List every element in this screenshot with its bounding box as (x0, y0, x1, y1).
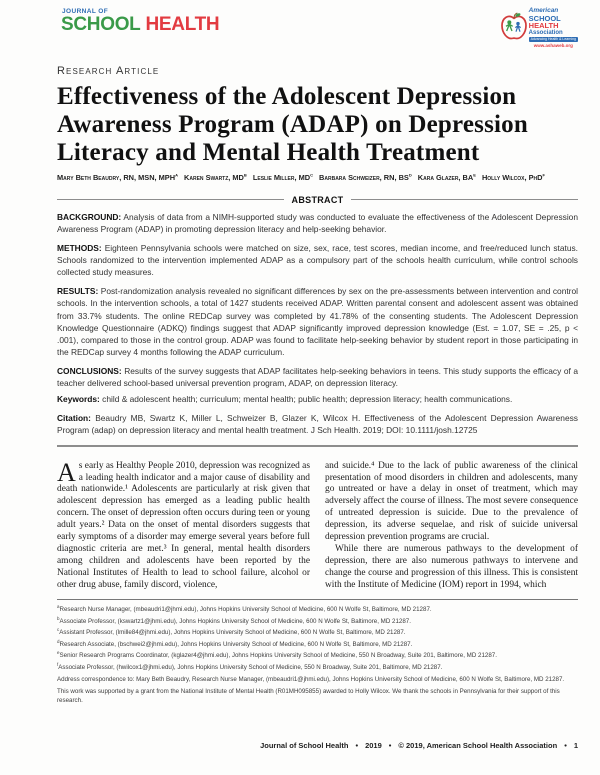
author-affiliation-mark: f (542, 172, 545, 179)
author-name: Karen Swartz, MD (184, 172, 244, 182)
footnote-text: Assistant Professor, (lmille84@jhmi.edu), Johns Hopkins University School of Medicine, 600 N Wolfe St, Baltimore, MD 21287. (59, 629, 406, 637)
abstract-results-label: RESULTS: (57, 286, 99, 297)
journal-name-school: SCHOOL (61, 14, 141, 35)
journal-name (61, 15, 219, 34)
abstract-conclusions-text: Results of the survey suggests that ADAP facilitates help-seeking behaviors in teens. This study supports the efficacy of a teacher delivered school-based universal prevention program, ADAP, on depression literacy. (57, 365, 578, 388)
author-name: Barbara Schweizer, RN, BS (319, 172, 409, 182)
author-affiliation-mark: e (473, 172, 476, 179)
author-affiliation-mark: b (243, 172, 247, 179)
asha-school: SCHOOL (528, 13, 561, 23)
footnote-mark: c (57, 627, 60, 633)
abstract-rule-left (57, 199, 284, 200)
author-affiliation-mark: c (310, 172, 313, 179)
footer-journal-name: Journal of School Health (260, 741, 349, 750)
abstract-heading (57, 195, 578, 205)
author (253, 173, 313, 182)
abstract-keywords-text: child & adolescent health; curriculum; mental health; public health; depression literacy; health communications. (102, 394, 513, 405)
footnote-text: Senior Research Programs Coordinator, (kglazer4@jhmi.edu), Johns Hopkins University School of Medicine, 550 N Broadway, Suite 201, Baltimore, MD 21287. (59, 652, 497, 660)
footer-page-number: 1 (573, 741, 578, 750)
footnote-text: Associate Professor, (kswartz1@jhmi.edu), Johns Hopkins University School of Medicine, 600 N Wolfe St, Baltimore, MD 21287. (59, 617, 411, 625)
footnote (57, 604, 578, 615)
body-paragraph-text: While there are numerous pathways to the development of depression, there are also numerous pathways to intervene and change the course and progression of this illness. This is consistent with the Institute of Medicine (IOM) report in 1994, which (325, 544, 578, 590)
author (418, 173, 476, 182)
footnote (57, 639, 578, 650)
footer-bullet: • (564, 741, 567, 750)
body-paragraph (325, 544, 578, 592)
abstract-end-rule (57, 445, 578, 446)
footnote (57, 662, 578, 673)
footnote-divider (57, 599, 578, 600)
author-affiliation-mark: d (408, 172, 412, 179)
footer-copyright: © 2019, American School Health Association (398, 741, 558, 750)
footer-bullet: • (355, 741, 359, 750)
body-column-left (57, 457, 310, 592)
abstract-citation (57, 412, 578, 436)
journal-logo (61, 8, 219, 34)
page-footer (260, 741, 578, 750)
author-affiliation-mark: a (175, 172, 178, 179)
abstract-citation-text: Beaudry MB, Swartz K, Miller L, Schweizer B, Glazer K, Wilcox H. Effectiveness of the Adolescent Depression Awareness Program (adap) on depression literacy and mental health treatment. J Sch Health. 2019; DOI: 10.1111/josh.12725 (57, 412, 578, 436)
author-name: Leslie Miller, MD (252, 172, 311, 182)
footer-year: 2019 (365, 741, 382, 750)
asha-health: HEALTH (528, 21, 559, 30)
article-type-kicker: Research Article (57, 64, 160, 77)
footnote (57, 650, 578, 661)
funding-note: This work was supported by a grant from the National Institute of Mental Health (R01MH095855) awarded to Holly Wilcox. We thank the schools in Pennsylvania for their support of this research. (57, 687, 560, 704)
abstract-background (57, 211, 578, 235)
body-paragraph-text: and suicide.⁴ Due to the lack of public awareness of the clinical presentation of mood disorders in children and adolescents, many go untreated or have a delay in onset of treatment, which may adversely affect the course of illness. The most severe consequence of untreated depression is suicide. Due to the prevalence of depression, its adverse sequelae, and risk of suicide universal depression prevention programs are crucial. (325, 460, 578, 543)
body-paragraph-text: s early as Healthy People 2010, depression was recognized as a leading health indicator and a major cause of disability and death nationwide.¹ Adolescents are particularly at risk given that adolescent depression has emerged as a leading public health concern. The onset of depression often occurs during teen or young adult years.² Data on the onset of mental disorders suggests that early symptoms of a disorder may emerge several years before full diagnostic criteria are met.³ In general, mental health disorders among children and adolescents have been reported by the National Institutes of Health to lead to school failure, alcohol or other drug abuse, family discord, violence, (57, 460, 310, 590)
abstract-methods-label: METHODS: (57, 243, 102, 254)
footnote (57, 616, 578, 627)
journal-of-text: JOURNAL OF (62, 8, 109, 15)
abstract-results-text: Post-randomization analysis revealed no significant differences by sex on the pre-assessments between intervention and control schools. In the intervention schools, a total of 1427 students received ADAP. Written parental consent and adolescent assent was obtained from 33.7% students. The online REDCap survey was completed by 41.78% of the consenting students. The Adolescent Depression Knowledge Questionnaire (ADKQ) findings suggest that ADAP significantly improved depression knowledge (Est. = 1.07, SE = .25, p < .001), compared to those in the control group. ADAP was found to facilitate help-seeking behavior by student report in those participating in the REDCap survey 4 months following the ADAP curriculum. (57, 286, 578, 358)
abstract-rule-right (351, 199, 578, 200)
masthead (57, 8, 578, 49)
footnote-text: Research Associate, (bschwei2@jhmi.edu), Johns Hopkins University School of Medicine, 600 N Wolfe St, Baltimore, MD 21287. (59, 640, 413, 648)
asha-association: Association (528, 29, 563, 36)
abstract-keywords (57, 393, 578, 405)
asha-url: www.ashaweb.org (533, 43, 573, 48)
abstract-conclusions (57, 365, 578, 389)
abstract-background-text: Analysis of data from a NIMH-supported study was conducted to evaluate the effectiveness of the Adolescent Depression Awareness Program (ADAP) in promoting depression literacy and help-seeking behavior. (57, 212, 578, 235)
footer-bullet: • (388, 741, 392, 750)
footnote-text: Associate Professor, (hwilcox1@jhmi.edu), Johns Hopkins University School of Medicine, 550 N Broadway, Suite 201, Baltimore, MD 21287. (58, 663, 443, 671)
dropcap: A (57, 457, 76, 487)
footnote-text: Research Nurse Manager, (mbeaudri1@jhmi.edu), Johns Hopkins University School of Medicine, 600 N Wolfe St, Baltimore, MD 21287. (59, 606, 432, 614)
author-list (57, 172, 578, 181)
asha-logo (500, 8, 578, 49)
footnote-mark: b (57, 615, 60, 621)
body-paragraph (325, 461, 578, 545)
article-body (57, 457, 578, 592)
author-name: Mary Beth Beaudry, RN, MSN, MPH (57, 172, 176, 182)
abstract-conclusions-label: CONCLUSIONS: (57, 365, 122, 376)
footnote-mark: e (57, 650, 60, 656)
footnotes (57, 604, 578, 706)
author-name: Holly Wilcox, PhD (481, 172, 543, 182)
body-paragraph (57, 457, 310, 592)
footnote-mark: d (57, 638, 60, 644)
author (319, 173, 412, 182)
footnote-mark: a (57, 604, 60, 610)
footnote (57, 627, 578, 638)
asha-logo-text (529, 8, 578, 49)
asha-american: American (528, 7, 559, 14)
asha-tagline: Advancing Health & Learning (530, 36, 576, 41)
abstract-citation-label: Citation: (57, 412, 91, 423)
author (57, 173, 178, 182)
correspondence-note: Address correspondence to: Mary Beth Beaudry, Research Nurse Manager, (mbeaudri1@jhmi.edu), Johns Hopkins University School of Medicine, 600 N Wolfe St, Baltimore, MD 21287. (57, 675, 565, 683)
journal-name-health: HEALTH (145, 14, 220, 35)
author (482, 173, 545, 182)
abstract-results (57, 285, 578, 358)
author-name: Kara Glazer, BA (417, 172, 474, 182)
article-title: Effectiveness of the Adolescent Depression Awareness Program (ADAP) on Depression Literacy and Mental Health Treatment (57, 82, 528, 166)
author (184, 173, 247, 182)
abstract-background-label: BACKGROUND: (57, 212, 122, 223)
asha-apple-icon (500, 8, 527, 46)
footnote-mark: f (57, 661, 59, 667)
abstract-keywords-label: Keywords: (57, 394, 100, 405)
abstract-label: ABSTRACT (291, 194, 344, 205)
abstract-methods (57, 242, 578, 279)
abstract-methods-text: Eighteen Pennsylvania schools were matched on size, sex, race, test scores, median income, and free/reduced lunch status. Schools randomized to the intervention implemented ADAP as a compulsory part of the schools health curriculum, while control schools collected study measures. (57, 243, 579, 278)
body-column-right (325, 461, 578, 592)
